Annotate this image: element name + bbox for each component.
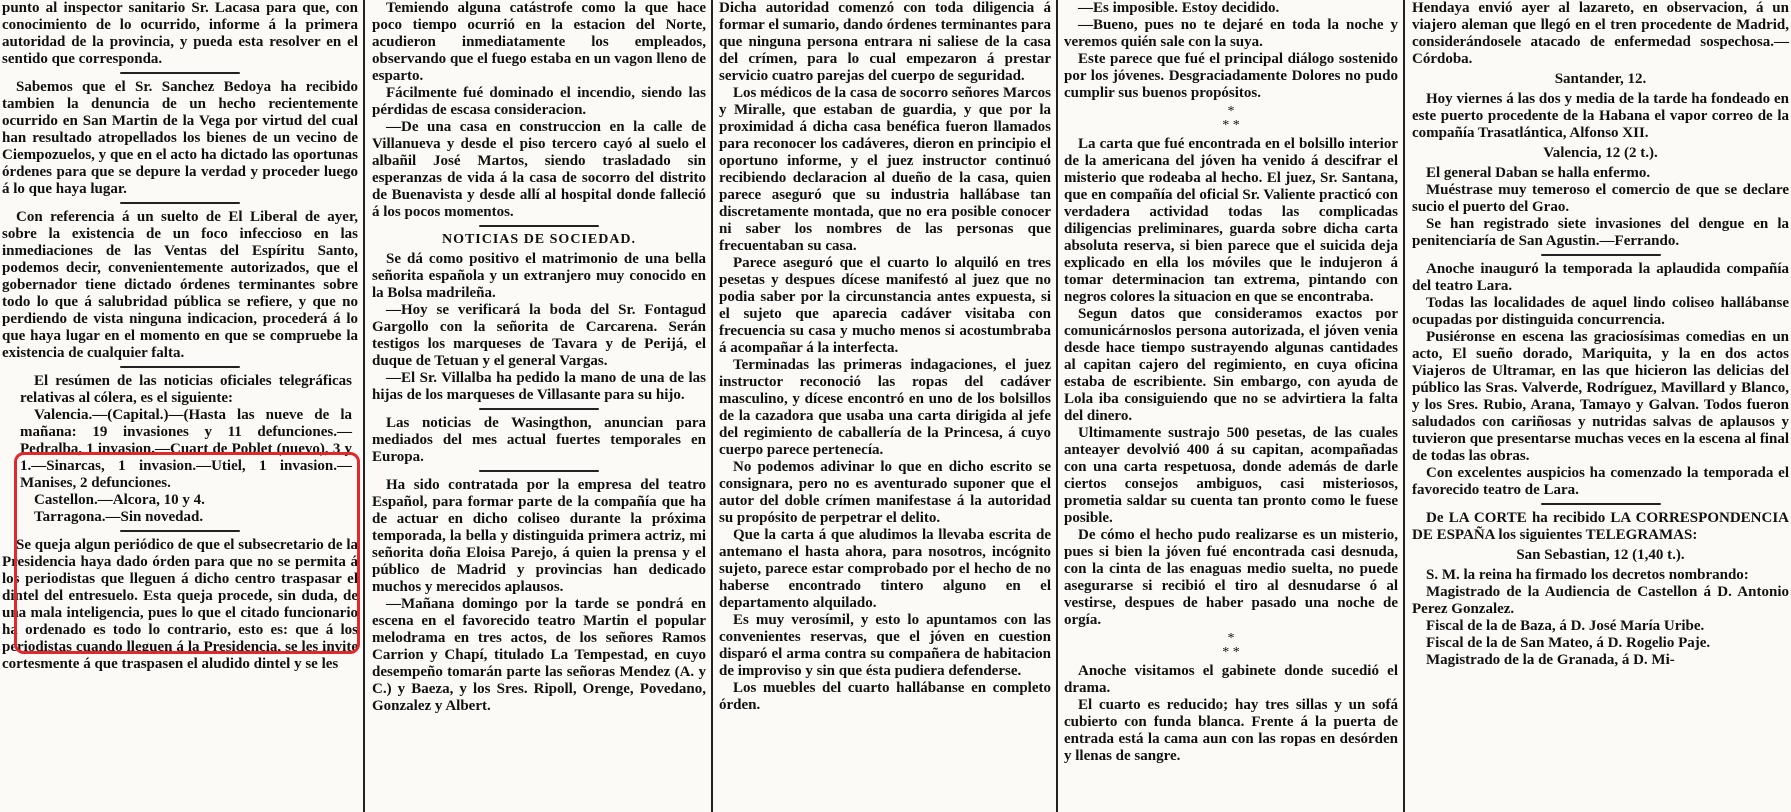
- paragraph: —Bueno, pues no te dejaré en toda la noche y veremos quién sale con la suya.: [1064, 17, 1398, 50]
- dateline: San Sebastian, 12 (1,40 t.).: [1516, 547, 1685, 563]
- paragraph: Anoche inauguró la temporada la aplaudida compañía del teatro Lara.: [1412, 261, 1789, 294]
- column-5: [1410, 0, 1791, 812]
- paragraph: —De una casa en construccion en la calle de Villanueva y desde el piso tercero cayó al suelo el albañil José Martos, siendo trasladado sin esperanzas de vida á la casa de socorro del distrito de Buenavista y desde allí al hospital donde falleció á los pocos momentos.: [372, 119, 706, 220]
- paragraph: Con excelentes auspicios ha comenzado la temporada el favorecido teatro de Lara.: [1412, 465, 1789, 498]
- dateline: Valencia, 12 (2 t.).: [1543, 145, 1658, 161]
- paragraph: —Mañana domingo por la tarde se pondrá en escena en el favorecido teatro Martin el popular melodrama en tres actos, de los señores Ramos Carrion y Chapí, titulado La Tempestad, en cuyo desempeño tomarán parte las señoras Mendez (A. y C.) y Baeza, y los Sres. Ripoll, Orenge, Povedano, Gonzalez y Albert.: [372, 596, 706, 714]
- paragraph: punto al inspector sanitario Sr. Lacasa para que, con conocimiento de lo ocurrido, informe á la primera autoridad de la provincia, y pueda esta resolver en el sentido que corresponda.: [2, 0, 358, 67]
- dateline: Santander, 12.: [1554, 71, 1647, 87]
- paragraph: El cuarto es reducido; hay tres sillas y un sofá cubierto con funda blanca. Frente á la puerta de entrada está la cama aun con las ropas en desórden y llenas de sangre.: [1064, 697, 1398, 764]
- paragraph: Se queja algun periódico de que el subsecretario de la Presidencia haya dado órden para que no se permita á los periodistas que lleguen á dicho centro traspasar el dintel del entresuelo. Esta queja procede, sin duda, de una mala inteligencia, pues lo que el citado funcionario ha ordenado es todo lo contrario, esto es: que á los periodistas cuando lleguen á la Presidencia, se les invite cortesmente á que traspasen el aludido dintel y se les: [2, 537, 358, 672]
- paragraph: Ha sido contratada por la empresa del teatro Español, para formar parte de la compañía que ha de actuar en dicho coliseo durante la próxima temporada, la bella y distinguida primera actriz, mi señorita doña Eloisa Parejo, á quien la prensa y el público de Madrid y provincias han dedicado muchos y merecidos aplausos.: [372, 477, 706, 595]
- column-rule: [711, 0, 713, 812]
- divider: [120, 202, 240, 204]
- paragraph: Los muebles del cuarto hallábanse en completo órden.: [719, 680, 1051, 713]
- paragraph: No podemos adivinar lo que en dicho escrito se consignara, pero no es aventurado suponer que el autor del doble crímen manifestase á la autoridad su propósito de perpetrar el delito.: [719, 459, 1051, 526]
- paragraph: Sabemos que el Sr. Sanchez Bedoya ha recibido tambien la denuncia de un hecho recientemente ocurrido en San Martin de la Vega por virtud del cual han resultado atropellados los bienes de un vecino de Ciempozuelos, y que en el acto ha dictado las oportunas órdenes para que se depure la verdad y proceder luego á lo que haya lugar.: [2, 79, 358, 197]
- paragraph: El resúmen de las noticias oficiales telegráficas relativas al cólera, es el siguiente:: [20, 373, 352, 406]
- section-heading: NOTICIAS DE SOCIEDAD.: [441, 232, 637, 247]
- paragraph: Fácilmente fué dominado el incendio, siendo las pérdidas de escasa consideracion.: [372, 85, 706, 118]
- paragraph: Magistrado de la de Granada, á D. Mi-: [1426, 652, 1675, 668]
- paragraph: Con referencia á un suelto de El Liberal de ayer, sobre la existencia de un foco infeccioso en las inmediaciones de las Ventas del Espíritu Santo, podemos decir, convenientemente autorizados, que el gobernador tiene dictado órdenes terminantes sobre todo lo que á salubridad pública se refiere, y que no perdiendo de vista ninguna indicacion, procederá á lo que haya lugar en el momento en que se compruebe la existencia de cualquier falta.: [2, 209, 358, 361]
- divider: [479, 470, 599, 472]
- paragraph: Temiendo alguna catástrofe como la que hace poco tiempo ocurrió en la estacion del Norte, acudieron inmediatamente los empleados, observando que el fuego estaba en un vagon lleno de esparto.: [372, 0, 706, 84]
- column-2: [370, 0, 708, 812]
- column-3: [717, 0, 1053, 812]
- paragraph: Terminadas las primeras indagaciones, el juez instructor reconoció las ropas del cadáver masculino, y dícese encontró en uno de los bolsillos de la cazadora que usaba una carta dirigida al jefe del regimiento de caballería de la Princesa, á cuyo cuerpo parece pertenecía.: [719, 357, 1051, 458]
- paragraph: Que la carta á que aludimos la llevaba escrita de antemano el hasta ahora, para nosotros, incógnito sujeto, parece estar comprobado por el hecho de no haberse encontrado tintero alguno en el departamento alquilado.: [719, 527, 1051, 611]
- paragraph: Tarragona.—Sin novedad.: [34, 509, 204, 525]
- asterism: * * *: [1222, 104, 1240, 133]
- paragraph: Fiscal de la de Baza, á D. José María Uribe.: [1426, 618, 1705, 634]
- highlight-box: [14, 452, 360, 654]
- divider: [120, 72, 240, 74]
- paragraph: Las noticias de Wasingthon, anuncian para mediados del mes actual fuertes temporales en Europa.: [372, 415, 706, 465]
- paragraph: Magistrado de la Audiencia de Castellon á D. Antonio Perez Gonzalez.: [1412, 584, 1789, 617]
- paragraph: Valencia.—(Capital.)—(Hasta las nueve de la mañana: 19 invasiones y 11 defunciones.—Pedralba, 1 invasion.—Cuart de Poblet (nuevo), 3 y 1.—Sinarcas, 1 invasion.—Utiel, 1 invasion.—Manises, 2 defunciones.: [20, 407, 352, 491]
- paragraph: S. M. la reina ha firmado los decretos nombrando:: [1426, 567, 1749, 583]
- paragraph: El general Daban se halla enfermo.: [1426, 165, 1651, 181]
- column-rule: [1056, 0, 1058, 812]
- paragraph: Se han registrado siete invasiones del dengue en la penitenciaría de San Agustin.—Ferrando.: [1412, 216, 1789, 249]
- column-rule: [1403, 0, 1405, 812]
- paragraph: De LA CORTE ha recibido LA CORRESPONDENCIA DE ESPAÑA los siguientes TELEGRAMAS:: [1412, 510, 1789, 543]
- column-1: [0, 0, 360, 812]
- column-rule: [363, 0, 365, 812]
- paragraph: Anoche visitamos el gabinete donde sucedió el drama.: [1064, 663, 1398, 696]
- paragraph: De cómo el hecho pudo realizarse es un misterio, pues si bien la jóven fué encontrada casi desnuda, con la cinta de las enaguas medio suelta, no puede asegurarse si recibió el tiro al desnudarse ó al vestirse, despues de haber pasado una noche de orgía.: [1064, 527, 1398, 628]
- divider: [479, 225, 599, 227]
- paragraph: Parece aseguró que el cuarto lo alquiló en tres pesetas y despues dícese manifestó al juez que no podia saber por la circunstancia antes expuesta, si el sujeto que aparecia cadáver visitaba con frecuencia su casa y mucho menos si acostumbraba á acompañar á la interfecta.: [719, 255, 1051, 356]
- paragraph: Se dá como positivo el matrimonio de una bella señorita española y un extranjero muy conocido en la Bolsa madrileña.: [372, 251, 706, 301]
- asterism: * * *: [1222, 631, 1240, 660]
- paragraph: Muéstrase muy temeroso el comercio de que se declare sucio el puerto del Grao.: [1412, 182, 1789, 215]
- paragraph: Ultimamente sustrajo 500 pesetas, de las cuales anteayer devolvió 400 á su capitan, acompañadas con una carta respetuosa, donde además de darle ciertos consejos ambiguos, casi misteriosos, prometia saldar su cuenta tan pronto como le fuese posible.: [1064, 425, 1398, 526]
- paragraph: Dicha autoridad comenzó con toda diligencia á formar el sumario, dando órdenes terminantes para que ninguna persona entrara ni saliese de la casa del crímen, para lo cual empezaron á prestar servicio cuatro parejas del cuerpo de seguridad.: [719, 0, 1051, 84]
- paragraph: Todas las localidades de aquel lindo coliseo hallábanse ocupadas por distinguida concurrencia.: [1412, 295, 1789, 328]
- paragraph: Fiscal de la de San Mateo, á D. Rogelio Paje.: [1426, 635, 1711, 651]
- paragraph: Hendaya envió ayer al lazareto, en observacion, á un viajero aleman que llegó en el tren procedente de Madrid, considerándosele atacado de enfermedad sospechosa.—Córdoba.: [1412, 0, 1789, 67]
- paragraph: Este parece que fué el principal diálogo sostenido por los jóvenes. Desgraciadamente Dolores no pudo cumplir sus buenos propósitos.: [1064, 51, 1398, 101]
- divider: [479, 408, 599, 410]
- paragraph: Es muy verosímil, y esto lo apuntamos con las convenientes reservas, que el jóven en cuestion disparó el arma contra su compañera de habitacion de improviso y sin que ésta pudiera defenderse.: [719, 612, 1051, 679]
- divider: [1541, 254, 1661, 256]
- paragraph: —Hoy se verificará la boda del Sr. Fontagud Gargollo con la señorita de Carcarena. Serán testigos los marqueses de Tavara y de Perijá, el duque de Tetuan y el general Vargas.: [372, 302, 706, 369]
- paragraph: —El Sr. Villalba ha pedido la mano de una de las hijas de los marqueses de Villasante para su hijo.: [372, 370, 706, 403]
- paragraph: Castellon.—Alcora, 10 y 4.: [34, 492, 205, 508]
- paragraph: Los médicos de la casa de socorro señores Marcos y Miralle, que estaban de guardia, y que por la proximidad á dicha casa benéfica fueron llamados para reconocer los cadáveres, dieron en principio el oportuno informe, y el juez instructor continuó recibiendo declaracion al dueño de la casa, quien parece aseguró que su industria hallábase tan discretamente montada, que no era posible conocer ni saber los nombres de las personas que frecuentaban su casa.: [719, 85, 1051, 254]
- divider: [1541, 503, 1661, 505]
- paragraph: La carta que fué encontrada en el bolsillo interior de la americana del jóven ha venido á descifrar el misterio que rodeaba al hecho. El juez, Sr. Santana, que en compañía del oficial Sr. Valiente practicó con verdadera actividad todas las complicadas diligencias preliminares, guarda sobre dicha carta absoluta reserva, si bien parece que el suicida deja explicado en ella los móviles que le indujeron á tomar determinacion tan extrema, pintando con negros colores la situacion en que se encontraba.: [1064, 136, 1398, 305]
- divider: [120, 366, 240, 368]
- paragraph: Pusiéronse en escena las graciosísimas comedias en un acto, El sueño dorado, Mariquita, y la en dos actos Viajeros de Ultramar, en las que hicieron las delicias del público las Sras. Valverde, Rodríguez, Mavillard y Blanco, y los Sres. Rubio, Arana, Tamayo y Galvan. Todos fueron saludados con cariñosas y nutridas salvas de aplausos y tuvieron que presentarse muchas veces en la escena al final de todas las obras.: [1412, 329, 1789, 464]
- column-4: [1062, 0, 1400, 812]
- paragraph: Segun datos que consideramos exactos por comunicárnoslos persona autorizada, el jóven venia desde hace tiempo sustrayendo algunas cantidades al capitan cajero del regimiento, en cuya oficina estaba de escribiente. Sin embargo, con ayuda de Lola iba consiguiendo que no se advirtiera la falta del dinero.: [1064, 306, 1398, 424]
- paragraph: —Es imposible. Estoy decidido.: [1078, 0, 1280, 16]
- paragraph: Hoy viernes á las dos y media de la tarde ha fondeado en este puerto procedente de la Habana el vapor correo de la compañía Trasatlántica, Alfonso XII.: [1412, 91, 1789, 141]
